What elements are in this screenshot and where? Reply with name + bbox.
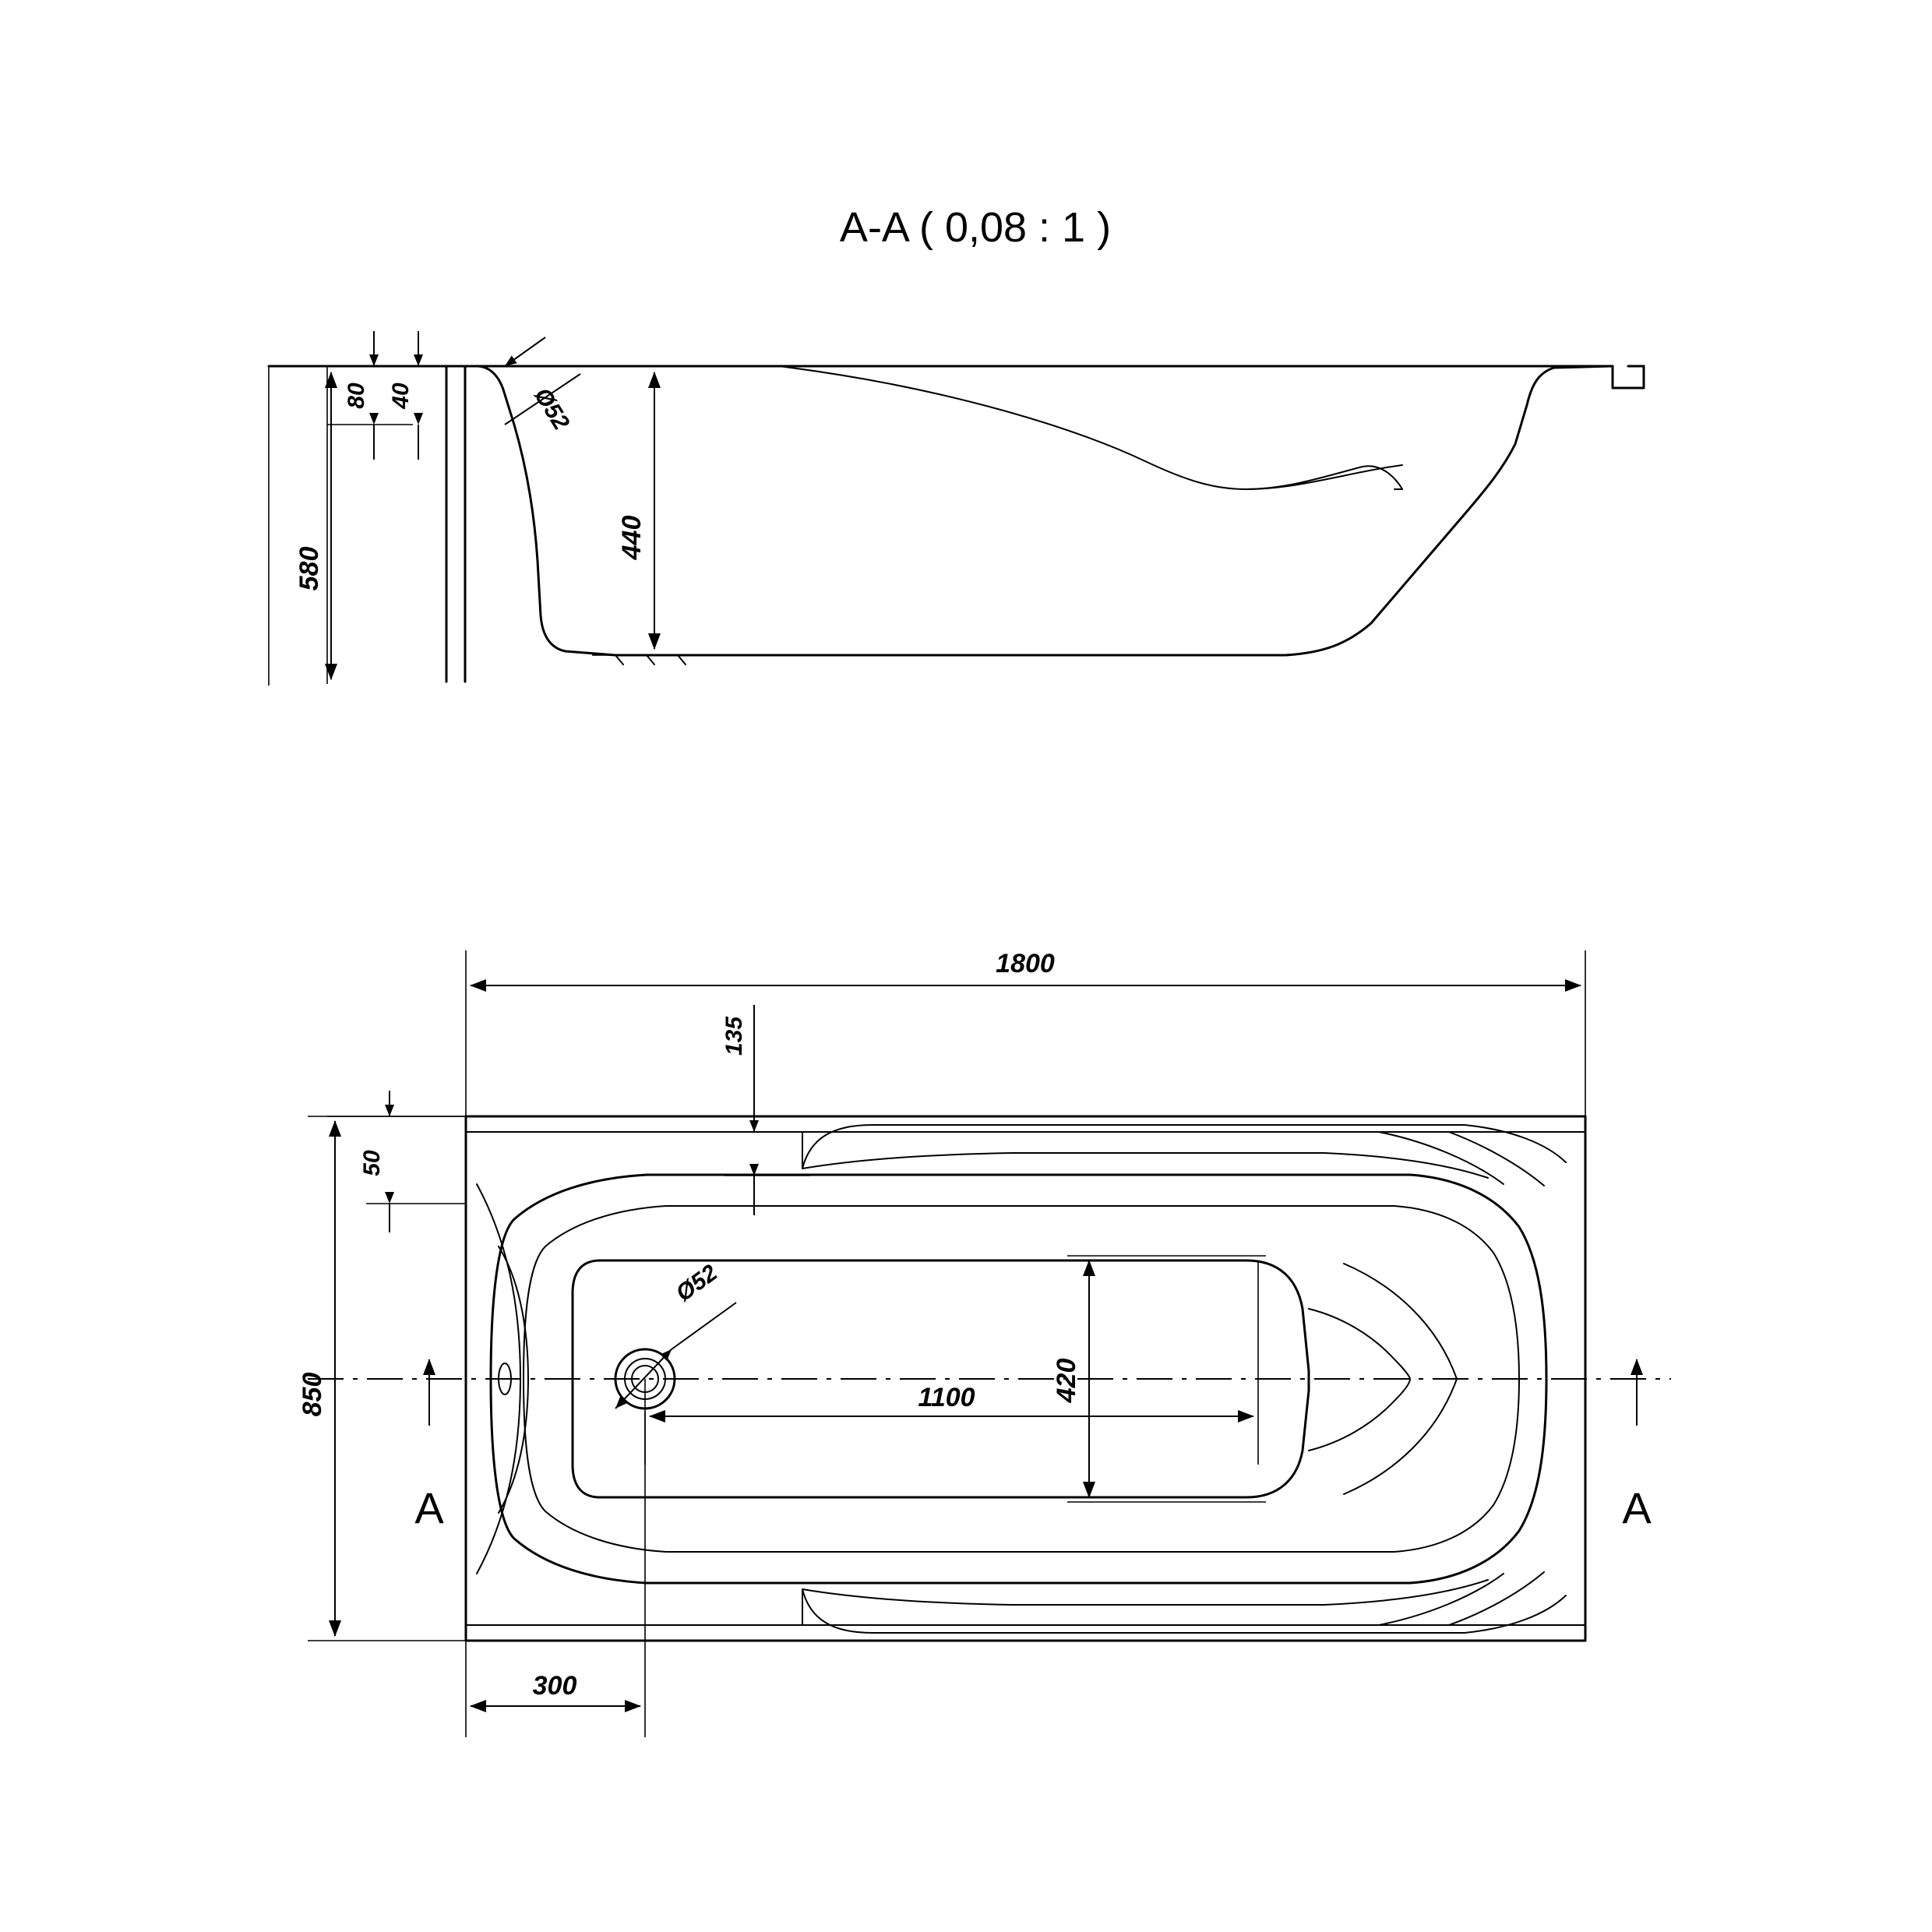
- drawing-title: A-A ( 0,08 : 1 ): [839, 204, 1112, 251]
- dim-580-label: 580: [294, 546, 324, 591]
- dim-40-label: 40: [388, 383, 414, 409]
- section-mark-left: A: [414, 1483, 444, 1532]
- section-mark-right: A: [1622, 1483, 1652, 1532]
- plan-view: [298, 949, 1671, 1737]
- dim-420-label: 420: [1052, 1358, 1081, 1403]
- dim-d52-plan-label: Ø52: [671, 1260, 723, 1307]
- dim-1800-label: 1800: [996, 949, 1055, 978]
- dim-80-label: 80: [344, 383, 369, 409]
- section-view-aa: [269, 331, 1644, 686]
- dim-d52-section-label: Ø52: [529, 383, 575, 435]
- dim-1100-label: 1100: [918, 1383, 975, 1412]
- dim-135-label: 50: [359, 1150, 385, 1176]
- dim-440-label: 440: [617, 515, 647, 560]
- dim-300-label: 300: [532, 1671, 577, 1701]
- dim-50-label: 135: [721, 1016, 747, 1056]
- dim-850-label: 850: [298, 1372, 327, 1417]
